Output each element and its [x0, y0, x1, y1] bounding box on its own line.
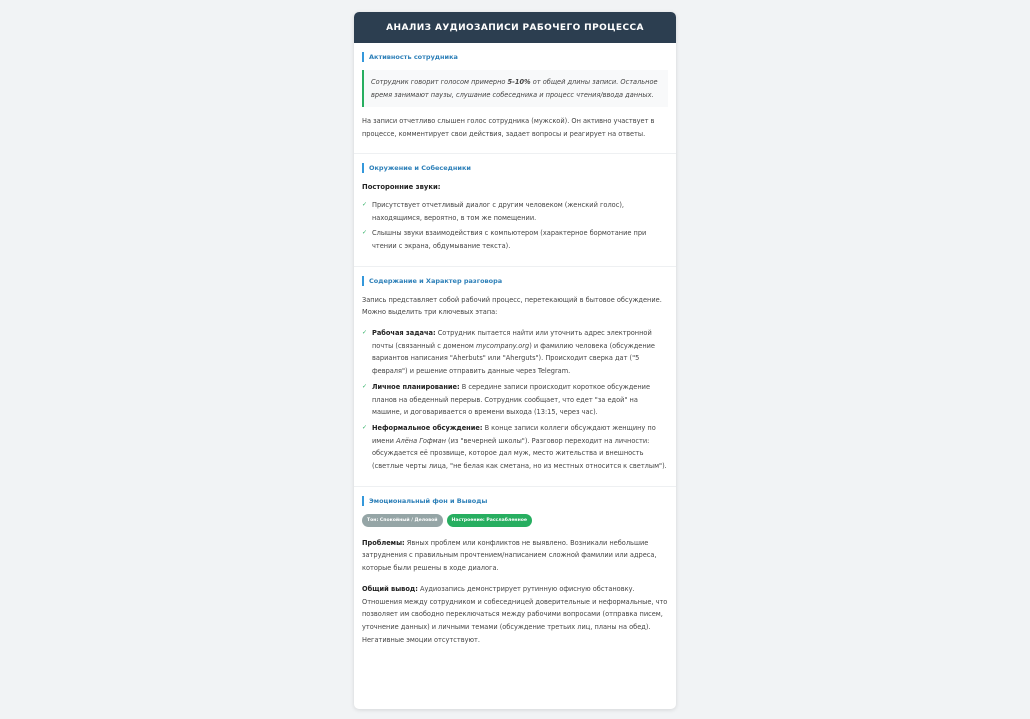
quote-text-post: от общей длины записи. Остальное время занимают паузы, слушание собеседника и процесс чтения/ввода данных.: [371, 78, 658, 99]
section-title-environment: Окружение и Собеседники: [362, 163, 668, 173]
item-text: В конце записи коллеги обсуждают женщину по имени: [372, 423, 656, 445]
item-emphasis: Алёна Гофман: [396, 436, 446, 445]
list-item: [362, 327, 668, 378]
section-title-content: Содержание и Характер разговора: [362, 276, 668, 286]
item-text: (из "вечерней школы"). Разговор переходит на личности: обсуждается её прозвище, которое дал муж, место жительства и внешность (светлые черты лица, "не белая как сметана, но из местных относится к светлым").: [372, 436, 667, 471]
mood-badge: Настроение: Расслабленное: [447, 514, 533, 527]
section-mood: [354, 487, 676, 647]
item-text: В середине записи происходит короткое обсуждение планов на обеденный перерыв. Сотрудник сообщает, что едет "за едой" на машине, и договаривается о времени выхода (13:15, через час).: [372, 382, 650, 417]
content-list: [362, 327, 668, 473]
list-item: [362, 422, 668, 473]
conclusion-paragraph: [362, 583, 668, 647]
list-item: [362, 199, 668, 224]
section-title-activity: Активность сотрудника: [362, 52, 668, 62]
environment-list: [362, 199, 668, 253]
check-icon: ✓: [362, 423, 368, 431]
list-item: [362, 227, 668, 252]
section-environment: [354, 154, 676, 267]
tone-badge: Тон: Спокойный / Деловой: [362, 514, 443, 527]
badge-row: [362, 514, 668, 527]
problems-paragraph: [362, 537, 668, 575]
list-item-text: Присутствует отчетливый диалог с другим человеком (женский голос), находящимся, вероятно, в том же помещении.: [372, 200, 624, 222]
conclusion-text: Аудиозапись демонстрирует рутинную офисную обстановку. Отношения между сотрудником и собеседницей доверительные и неформальные, что позволяет им свободно переключаться между рабочими вопросами (отправка писем, уточнение данных) и личными темами (обсуждение третьих лиц, планы на обед). Негативные эмоции отсутствуют.: [362, 584, 668, 644]
item-label: Неформальное обсуждение:: [372, 423, 483, 432]
problems-label: Проблемы:: [362, 538, 405, 547]
check-icon: ✓: [362, 200, 368, 208]
conclusion-label: Общий вывод:: [362, 584, 418, 593]
activity-text: На записи отчетливо слышен голос сотрудника (мужской). Он активно участвует в процессе, комментирует свои действия, задает вопросы и реагирует на ответы.: [362, 117, 655, 139]
report-card: [354, 12, 676, 709]
check-icon: ✓: [362, 229, 368, 237]
item-emphasis: mycompany.org: [475, 341, 530, 350]
check-icon: ✓: [362, 329, 368, 337]
list-item: [362, 381, 668, 419]
item-text: Сотрудник пытается найти или уточнить адрес электронной почты (связанный с доменом: [372, 329, 652, 350]
quote-text-pre: Сотрудник говорит голосом примерно: [371, 78, 508, 86]
section-title-mood: Эмоциональный фон и Выводы: [362, 496, 668, 506]
report-title: АНАЛИЗ АУДИОЗАПИСИ РАБОЧЕГО ПРОЦЕССА: [386, 22, 644, 33]
item-label: Рабочая задача:: [372, 329, 436, 338]
quote-percent: 5-10%: [507, 78, 531, 86]
environment-subhead: Посторонние звуки:: [362, 182, 441, 191]
report-header: [354, 12, 676, 43]
section-activity: [354, 43, 676, 154]
section-content: [354, 267, 676, 487]
check-icon: ✓: [362, 382, 368, 390]
item-label: Личное планирование:: [372, 382, 460, 391]
item-text: ) и фамилию человека (обсуждение вариантов написания "Aherbuts" или "Aherguts"). Происходит сверка дат ("5 февраля") и решение отправить данные через Telegram.: [372, 341, 655, 376]
list-item-text: Слышны звуки взаимодействия с компьютером (характерное бормотание при чтении с экрана, обдумывание текста).: [372, 229, 647, 250]
content-intro: Запись представляет собой рабочий процесс, перетекающий в бытовое обсуждение. Можно выделить три ключевых этапа:: [362, 295, 662, 317]
activity-quote: [362, 70, 668, 107]
problems-text: Явных проблем или конфликтов не выявлено. Возникали небольшие затруднения с правильным прочтением/написанием сложной фамилии или адреса, которые были решены в ходе диалога.: [362, 538, 657, 573]
